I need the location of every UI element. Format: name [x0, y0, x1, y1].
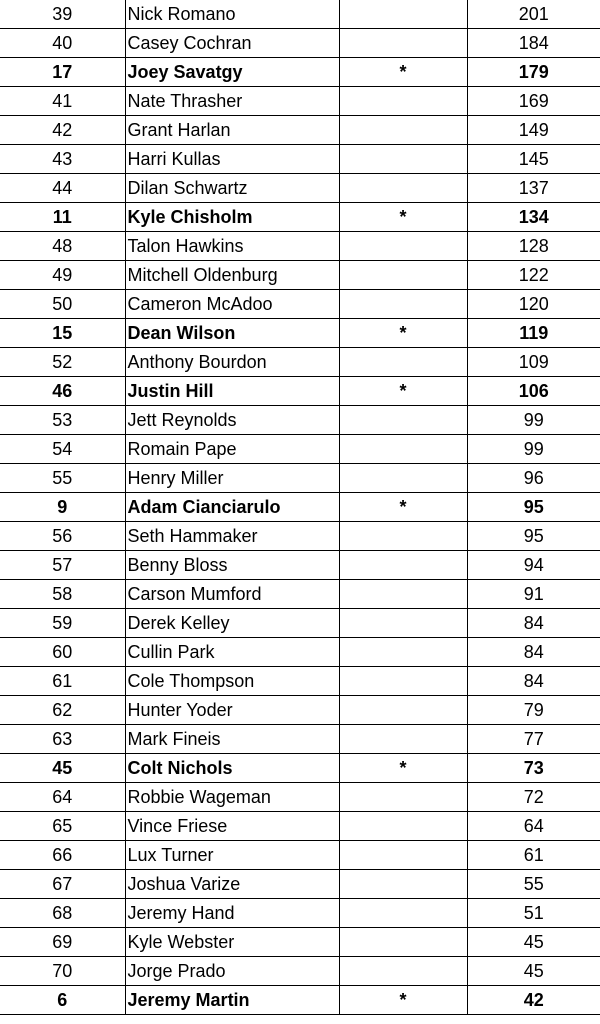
rider-name-cell: Cullin Park: [125, 638, 339, 667]
points-cell: 99: [467, 435, 600, 464]
rider-name-cell: Talon Hawkins: [125, 232, 339, 261]
table-row: [0, 899, 600, 928]
rider-name-cell: Vince Friese: [125, 812, 339, 841]
rider-name-cell: Kyle Chisholm: [125, 203, 339, 232]
rider-number-cell: 61: [0, 667, 125, 696]
points-cell: 45: [467, 957, 600, 986]
points-cell: 73: [467, 754, 600, 783]
marker-cell: [339, 0, 467, 29]
points-cell: 128: [467, 232, 600, 261]
rider-name-cell: Cole Thompson: [125, 667, 339, 696]
table-row: [0, 725, 600, 754]
rider-name-cell: Mark Fineis: [125, 725, 339, 754]
table-row: [0, 0, 600, 29]
points-cell: 109: [467, 348, 600, 377]
table-row: [0, 754, 600, 783]
rider-name-cell: Romain Pape: [125, 435, 339, 464]
table-row: [0, 203, 600, 232]
marker-cell: [339, 29, 467, 58]
rider-number-cell: 54: [0, 435, 125, 464]
table-row: [0, 29, 600, 58]
rider-number-cell: 63: [0, 725, 125, 754]
points-cell: 95: [467, 522, 600, 551]
table-row: [0, 261, 600, 290]
points-cell: 55: [467, 870, 600, 899]
points-cell: 77: [467, 725, 600, 754]
marker-cell: [339, 638, 467, 667]
rider-name-cell: Jett Reynolds: [125, 406, 339, 435]
table-row: [0, 493, 600, 522]
marker-cell: [339, 406, 467, 435]
rider-number-cell: 65: [0, 812, 125, 841]
marker-cell: *: [339, 986, 467, 1015]
table-row: [0, 319, 600, 348]
table-row: [0, 116, 600, 145]
table-row: [0, 348, 600, 377]
marker-cell: *: [339, 754, 467, 783]
marker-cell: [339, 725, 467, 754]
rider-name-cell: Seth Hammaker: [125, 522, 339, 551]
rider-number-cell: 57: [0, 551, 125, 580]
rider-number-cell: 17: [0, 58, 125, 87]
marker-cell: [339, 522, 467, 551]
rider-name-cell: Kyle Webster: [125, 928, 339, 957]
points-cell: 61: [467, 841, 600, 870]
points-cell: 72: [467, 783, 600, 812]
table-row: [0, 580, 600, 609]
marker-cell: *: [339, 319, 467, 348]
points-cell: 99: [467, 406, 600, 435]
rider-name-cell: Justin Hill: [125, 377, 339, 406]
rider-number-cell: 69: [0, 928, 125, 957]
rider-number-cell: 15: [0, 319, 125, 348]
marker-cell: [339, 812, 467, 841]
table-row: [0, 812, 600, 841]
points-cell: 84: [467, 609, 600, 638]
rider-name-cell: Nick Romano: [125, 0, 339, 29]
marker-cell: *: [339, 493, 467, 522]
marker-cell: [339, 232, 467, 261]
table-row: [0, 522, 600, 551]
marker-cell: [339, 870, 467, 899]
rider-name-cell: Carson Mumford: [125, 580, 339, 609]
table-row: [0, 290, 600, 319]
rider-number-cell: 62: [0, 696, 125, 725]
marker-cell: [339, 841, 467, 870]
rider-number-cell: 50: [0, 290, 125, 319]
rider-number-cell: 45: [0, 754, 125, 783]
points-cell: 96: [467, 464, 600, 493]
table-row: [0, 377, 600, 406]
points-cell: 179: [467, 58, 600, 87]
marker-cell: [339, 957, 467, 986]
table-row: [0, 87, 600, 116]
table-row: [0, 174, 600, 203]
rider-name-cell: Lux Turner: [125, 841, 339, 870]
rider-name-cell: Nate Thrasher: [125, 87, 339, 116]
rider-number-cell: 55: [0, 464, 125, 493]
rider-name-cell: Jeremy Hand: [125, 899, 339, 928]
table-row: [0, 783, 600, 812]
table-row: [0, 232, 600, 261]
marker-cell: [339, 696, 467, 725]
rider-name-cell: Joshua Varize: [125, 870, 339, 899]
points-cell: 42: [467, 986, 600, 1015]
marker-cell: [339, 580, 467, 609]
table-row: [0, 957, 600, 986]
points-cell: 95: [467, 493, 600, 522]
marker-cell: [339, 928, 467, 957]
marker-cell: *: [339, 58, 467, 87]
rider-name-cell: Harri Kullas: [125, 145, 339, 174]
table-row: [0, 667, 600, 696]
points-cell: 91: [467, 580, 600, 609]
table-row: [0, 609, 600, 638]
rider-number-cell: 9: [0, 493, 125, 522]
marker-cell: [339, 290, 467, 319]
marker-cell: [339, 464, 467, 493]
table-row: [0, 928, 600, 957]
table-row: [0, 145, 600, 174]
rider-name-cell: Mitchell Oldenburg: [125, 261, 339, 290]
rider-name-cell: Robbie Wageman: [125, 783, 339, 812]
points-cell: 184: [467, 29, 600, 58]
rider-name-cell: Colt Nichols: [125, 754, 339, 783]
rider-number-cell: 56: [0, 522, 125, 551]
rider-number-cell: 59: [0, 609, 125, 638]
rider-name-cell: Adam Cianciarulo: [125, 493, 339, 522]
rider-number-cell: 42: [0, 116, 125, 145]
points-cell: 169: [467, 87, 600, 116]
rider-number-cell: 44: [0, 174, 125, 203]
table-row: [0, 986, 600, 1015]
rider-number-cell: 58: [0, 580, 125, 609]
rider-number-cell: 43: [0, 145, 125, 174]
rider-number-cell: 39: [0, 0, 125, 29]
rider-name-cell: Jeremy Martin: [125, 986, 339, 1015]
marker-cell: [339, 551, 467, 580]
rider-name-cell: Cameron McAdoo: [125, 290, 339, 319]
rider-name-cell: Joey Savatgy: [125, 58, 339, 87]
marker-cell: *: [339, 203, 467, 232]
rider-number-cell: 6: [0, 986, 125, 1015]
points-cell: 84: [467, 667, 600, 696]
table-row: [0, 841, 600, 870]
points-cell: 201: [467, 0, 600, 29]
points-cell: 119: [467, 319, 600, 348]
points-cell: 64: [467, 812, 600, 841]
marker-cell: [339, 667, 467, 696]
rider-name-cell: Jorge Prado: [125, 957, 339, 986]
points-cell: 45: [467, 928, 600, 957]
points-cell: 137: [467, 174, 600, 203]
points-cell: 106: [467, 377, 600, 406]
marker-cell: [339, 116, 467, 145]
marker-cell: [339, 899, 467, 928]
table-row: [0, 406, 600, 435]
marker-cell: [339, 145, 467, 174]
rider-name-cell: Benny Bloss: [125, 551, 339, 580]
rider-number-cell: 46: [0, 377, 125, 406]
rider-name-cell: Dean Wilson: [125, 319, 339, 348]
rider-number-cell: 64: [0, 783, 125, 812]
points-cell: 79: [467, 696, 600, 725]
table-row: [0, 435, 600, 464]
points-cell: 51: [467, 899, 600, 928]
marker-cell: [339, 261, 467, 290]
rider-number-cell: 41: [0, 87, 125, 116]
rider-name-cell: Anthony Bourdon: [125, 348, 339, 377]
rider-number-cell: 11: [0, 203, 125, 232]
points-cell: 122: [467, 261, 600, 290]
points-cell: 94: [467, 551, 600, 580]
rider-number-cell: 40: [0, 29, 125, 58]
marker-cell: [339, 174, 467, 203]
rider-number-cell: 52: [0, 348, 125, 377]
rider-number-cell: 70: [0, 957, 125, 986]
table-row: [0, 551, 600, 580]
points-cell: 134: [467, 203, 600, 232]
table-row: [0, 58, 600, 87]
rider-name-cell: Casey Cochran: [125, 29, 339, 58]
points-cell: 120: [467, 290, 600, 319]
rider-number-cell: 49: [0, 261, 125, 290]
rider-name-cell: Hunter Yoder: [125, 696, 339, 725]
table-row: [0, 696, 600, 725]
rider-number-cell: 67: [0, 870, 125, 899]
marker-cell: [339, 87, 467, 116]
rider-number-cell: 68: [0, 899, 125, 928]
points-cell: 149: [467, 116, 600, 145]
rider-number-cell: 60: [0, 638, 125, 667]
table-row: [0, 638, 600, 667]
rider-number-cell: 53: [0, 406, 125, 435]
marker-cell: *: [339, 377, 467, 406]
marker-cell: [339, 435, 467, 464]
rider-number-cell: 66: [0, 841, 125, 870]
rider-number-cell: 48: [0, 232, 125, 261]
table-row: [0, 464, 600, 493]
points-cell: 84: [467, 638, 600, 667]
rider-name-cell: Dilan Schwartz: [125, 174, 339, 203]
marker-cell: [339, 609, 467, 638]
points-cell: 145: [467, 145, 600, 174]
marker-cell: [339, 783, 467, 812]
table-row: [0, 870, 600, 899]
rider-name-cell: Henry Miller: [125, 464, 339, 493]
rider-name-cell: Grant Harlan: [125, 116, 339, 145]
marker-cell: [339, 348, 467, 377]
rider-name-cell: Derek Kelley: [125, 609, 339, 638]
